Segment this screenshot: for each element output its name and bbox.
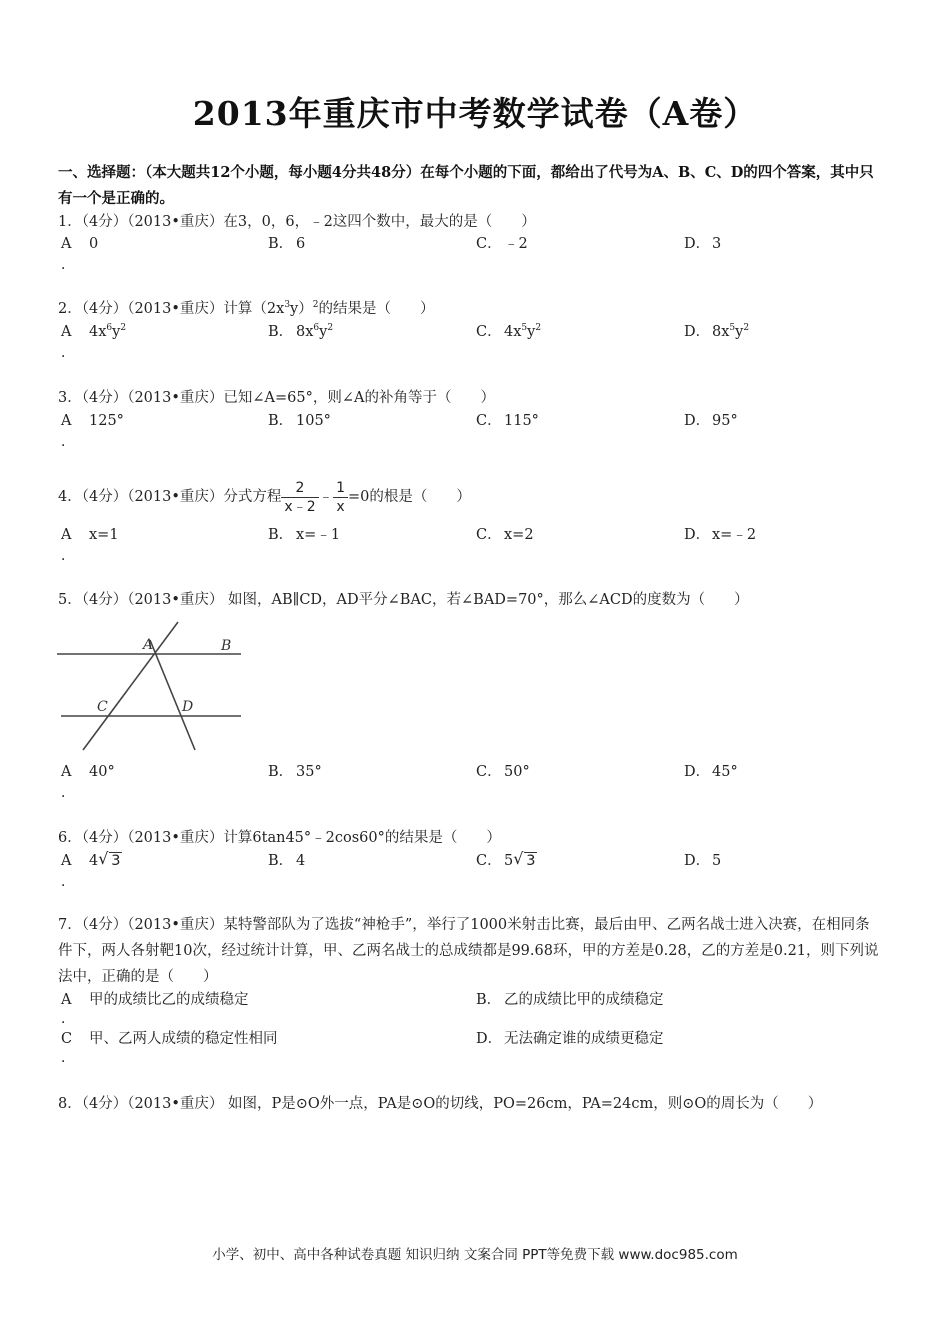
option-label: B． [476, 992, 502, 1008]
stem-text: y） [290, 301, 313, 317]
option-dot: ． [61, 345, 75, 361]
stem-text: =0的根是（ ） [348, 489, 471, 505]
q7-option-a [61, 990, 249, 1010]
denominator: x﹣2 [284, 498, 316, 515]
option-text: x=2 [504, 527, 534, 543]
option-label: D． [684, 236, 711, 252]
option-dot: ． [61, 1050, 75, 1066]
option-text: x=﹣1 [296, 527, 341, 543]
q3-option-b [268, 411, 331, 431]
q1-option-a [61, 234, 98, 254]
question-8-stem: 8．（4分）（2013•重庆） 如图，P是⊙O外一点，PA是⊙O的切线，PO=26cm，PA=24cm，则⊙O的周长为（ ） [58, 1096, 823, 1112]
square-root [98, 851, 122, 871]
option-text: 95° [712, 413, 738, 429]
q3-option-d [684, 411, 738, 431]
option-text: 0 [89, 236, 99, 252]
square-root [513, 851, 537, 871]
q7-option-b [476, 990, 664, 1010]
question-7-stem: 7．（4分）（2013•重庆）某特警部队为了选拔“神枪手”，举行了1000米射击比赛，最后由甲、乙两名战士进入决赛，在相同条件下，两人各射靶10次，经过统计计算，甲、乙两名战士的总成绩都是99.68环，甲的方差是0.28，乙的方差是0.21，则下列说法中，正确的是（ ） [58, 917, 879, 985]
stem-text: 4．（4分）（2013•重庆）分式方程 [58, 489, 282, 505]
option-label: B． [268, 236, 294, 252]
q3-option-a [61, 411, 124, 431]
option-dot: ． [61, 785, 75, 801]
minus-sign: ﹣ [318, 489, 334, 505]
q1-option-d [684, 234, 721, 254]
label-b: B [221, 638, 232, 654]
option-label: A [61, 992, 72, 1008]
line-ac [83, 622, 178, 750]
option-text: 45° [712, 764, 738, 780]
label-c: C [97, 699, 108, 715]
q1-option-c [476, 234, 528, 254]
option-label: A [61, 413, 72, 429]
numerator: 1 [333, 479, 348, 498]
q5-option-d [684, 762, 738, 782]
q4-option-b [268, 525, 340, 545]
line-ad [150, 640, 195, 750]
q2-option-c: C． $4x^5y^2$ [476, 323, 542, 340]
option-text: 40° [89, 764, 115, 780]
option-label: C． [476, 413, 502, 429]
q2-option-a: A $4x^6y^2$ [61, 323, 127, 340]
option-label: C． [476, 324, 502, 340]
question-1-stem: 1．（4分）（2013•重庆）在3，0，6，﹣2这四个数中，最大的是（ ） [58, 214, 536, 230]
stem-text: 2．（4分）（2013•重庆）计算（2x [58, 301, 285, 317]
q3-option-c [476, 411, 539, 431]
option-label: B． [268, 764, 294, 780]
question-5-stem: 5．（4分）（2013•重庆） 如图，AB∥CD，AD平分∠BAC，若∠BAD=70°，那么∠ACD的度数为（ ） [58, 592, 749, 608]
option-text: 115° [504, 413, 539, 429]
option-label: A [61, 764, 72, 780]
footer-text: 小学、初中、高中各种试卷真题 知识归纳 文案合同 PPT等免费下载 www.doc985.com [212, 1247, 738, 1263]
q6-option-d [684, 851, 721, 871]
option-label: C． [476, 527, 502, 543]
option-text: x=1 [89, 527, 119, 543]
q6-option-c [476, 851, 537, 871]
fraction [281, 479, 318, 516]
q5-option-c [476, 762, 530, 782]
option-label: D． [684, 527, 711, 543]
stem-text: 的结果是（ ） [318, 301, 435, 317]
option-label: C [61, 1031, 73, 1047]
option-text: 105° [296, 413, 331, 429]
option-text: 125° [89, 413, 124, 429]
option-text: 5 [712, 853, 722, 869]
option-label: D． [684, 324, 711, 340]
option-label: C． [476, 764, 502, 780]
option-label: B． [268, 853, 294, 869]
option-dot: ． [61, 874, 75, 890]
option-text: ﹣2 [504, 236, 528, 252]
option-text: 50° [504, 764, 530, 780]
q7-option-c [61, 1029, 278, 1049]
radicand: 3 [111, 853, 121, 869]
label-d: D [182, 699, 194, 715]
option-text: 4 [296, 853, 306, 869]
option-label: B． [268, 527, 294, 543]
option-text: 甲的成绩比乙的成绩稳定 [89, 992, 249, 1008]
section-heading: 一、选择题：（本大题共12个小题，每小题4分共48分）在每个小题的下面，都给出了代号为A、B、C、D的四个答案，其中只有一个是正确的。 [58, 164, 874, 207]
option-label: C． [476, 853, 502, 869]
option-label: A [61, 853, 72, 869]
label-a: A [143, 637, 154, 653]
option-label: D． [476, 1031, 503, 1047]
q6-option-b [268, 851, 305, 871]
option-label: A [61, 236, 72, 252]
q7-option-d [476, 1029, 664, 1049]
radicand: 3 [526, 853, 536, 869]
q1-option-b [268, 234, 305, 254]
page-title: 2013年重庆市中考数学试卷（A卷） [192, 94, 758, 133]
q4-option-a [61, 525, 119, 545]
question-4-stem [58, 477, 471, 517]
question-6-stem: 6．（4分）（2013•重庆）计算6tan45°﹣2cos60°的结果是（ ） [58, 830, 501, 846]
option-text: 35° [296, 764, 322, 780]
coefficient: 4 [89, 853, 99, 869]
coefficient: 5 [504, 853, 514, 869]
question-3-stem: 3．（4分）（2013•重庆）已知∠A=65°，则∠A的补角等于（ ） [58, 390, 495, 406]
option-text: 乙的成绩比甲的成绩稳定 [504, 992, 664, 1008]
option-label: A [61, 527, 72, 543]
question-2-stem: 2．（4分）（2013•重庆）计算$(2x^3y)^2$的结果是（ ） [58, 300, 435, 317]
option-dot: ． [61, 257, 75, 273]
option-label: D． [684, 853, 711, 869]
option-label: C． [476, 236, 502, 252]
option-text: x=﹣2 [712, 527, 757, 543]
q2-option-d: D． $8x^5y^2$ [684, 323, 750, 340]
option-text: 无法确定谁的成绩更稳定 [504, 1031, 664, 1047]
q5-option-a [61, 762, 115, 782]
numerator: 2 [281, 479, 318, 498]
q4-option-d [684, 525, 756, 545]
option-label: B． [268, 413, 294, 429]
option-dot: ． [61, 548, 75, 564]
option-text: 甲、乙两人成绩的稳定性相同 [89, 1031, 278, 1047]
q2-option-b: B． $8x^6y^2$ [268, 323, 334, 340]
geometry-figure [55, 620, 245, 752]
denominator: x [336, 498, 345, 515]
q5-option-b [268, 762, 322, 782]
option-label: D． [684, 764, 711, 780]
q6-option-a [61, 851, 122, 871]
option-dot: ． [61, 434, 75, 450]
q4-option-c [476, 525, 534, 545]
option-dot: ． [61, 1011, 75, 1027]
option-text: 6 [296, 236, 306, 252]
option-label: D． [684, 413, 711, 429]
option-label: A [61, 324, 72, 340]
option-label: B． [268, 324, 294, 340]
fraction [333, 479, 348, 516]
option-text: 3 [712, 236, 722, 252]
